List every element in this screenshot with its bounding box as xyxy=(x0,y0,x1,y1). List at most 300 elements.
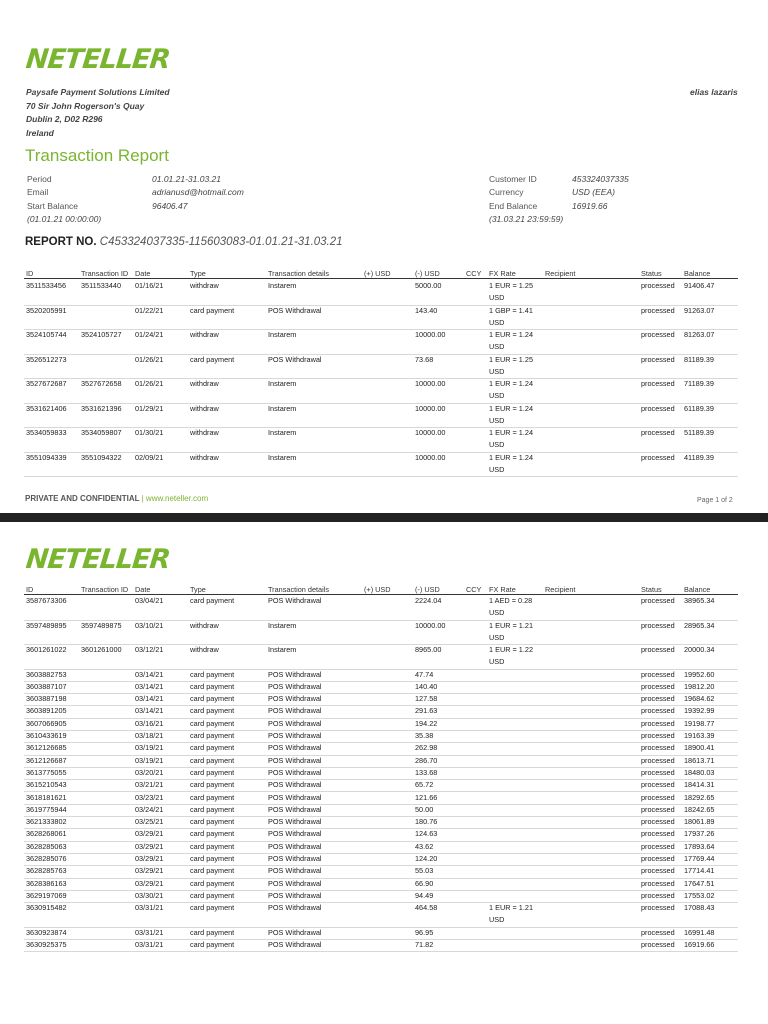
cell-type: withdraw xyxy=(190,645,219,654)
cell-date: 01/16/21 xyxy=(135,281,164,290)
cell-balance: 18414.31 xyxy=(684,780,715,790)
cell-status: processed xyxy=(641,694,675,704)
cell-type: withdraw xyxy=(190,620,219,630)
footer-separator: | xyxy=(141,494,144,503)
cell-id: 3597489895 xyxy=(26,620,67,630)
cell-minus-usd: 43.62 xyxy=(415,841,434,851)
cell-minus-usd: 140.40 xyxy=(415,681,438,691)
cell-id: 3613775055 xyxy=(26,767,67,777)
cell-balance: 91263.07 xyxy=(684,305,715,315)
cell-details: POS Withdrawal xyxy=(268,706,322,716)
cell-minus-usd: 96.95 xyxy=(415,927,434,937)
cell-type: card payment xyxy=(190,681,235,691)
table-row xyxy=(24,927,738,940)
cell-status: processed xyxy=(641,829,675,839)
column-header: Status xyxy=(641,585,662,594)
cell-fx-currency: USD xyxy=(489,366,505,376)
cell-type: card payment xyxy=(190,854,235,863)
cell-date: 03/16/21 xyxy=(135,718,164,728)
cell-minus-usd: 143.40 xyxy=(415,305,438,315)
cell-date: 03/12/21 xyxy=(135,645,164,654)
column-header: Date xyxy=(135,585,151,594)
cell-transaction-id: 3551094322 xyxy=(81,452,122,462)
page-number: Page 1 of 2 xyxy=(697,497,733,504)
cell-status: processed xyxy=(641,330,675,339)
table-row xyxy=(24,816,738,829)
cell-fx-rate: 1 EUR = 1.21 xyxy=(489,903,534,913)
table-header xyxy=(24,584,738,595)
cell-details: POS Withdrawal xyxy=(268,596,322,605)
cell-transaction-id: 3531621396 xyxy=(81,403,122,413)
cell-date: 03/19/21 xyxy=(135,755,164,765)
cell-balance: 18061.89 xyxy=(684,817,715,827)
cell-transaction-id: 3511533440 xyxy=(81,281,122,290)
cell-details: POS Withdrawal xyxy=(268,940,322,949)
cell-date: 03/24/21 xyxy=(135,804,164,814)
cell-type: card payment xyxy=(190,829,235,839)
cell-type: card payment xyxy=(190,731,235,740)
column-header: Recipient xyxy=(545,269,576,278)
cell-transaction-id: 3527672658 xyxy=(81,379,122,388)
cell-minus-usd: 286.70 xyxy=(415,755,438,765)
cell-status: processed xyxy=(641,681,675,691)
address-line: Ireland xyxy=(26,127,54,138)
cell-type: card payment xyxy=(190,305,235,315)
table-row xyxy=(24,779,738,792)
cell-details: POS Withdrawal xyxy=(268,903,322,913)
column-header: Transaction ID xyxy=(81,269,129,278)
column-header: ID xyxy=(26,585,34,594)
cell-details: POS Withdrawal xyxy=(268,718,322,728)
cell-type: card payment xyxy=(190,940,235,949)
cell-id: 3520205991 xyxy=(26,305,67,315)
cell-details: Instarem xyxy=(268,281,297,290)
cell-id: 3603891205 xyxy=(26,706,67,716)
cell-fx-currency: USD xyxy=(489,342,505,351)
table-row xyxy=(24,828,738,841)
cell-details: Instarem xyxy=(268,403,297,413)
cell-details: POS Withdrawal xyxy=(268,305,322,315)
cell-details: POS Withdrawal xyxy=(268,854,322,863)
cell-balance: 81189.39 xyxy=(684,354,714,364)
cell-transaction-id: 3597489875 xyxy=(81,620,122,630)
cell-status: processed xyxy=(641,452,675,462)
cell-type: withdraw xyxy=(190,403,219,413)
cell-fx-currency: USD xyxy=(489,391,505,400)
cell-details: POS Withdrawal xyxy=(268,743,322,753)
address-line: 70 Sir John Rogerson's Quay xyxy=(26,100,145,111)
cell-balance: 19812.20 xyxy=(684,681,715,691)
cell-id: 3619775944 xyxy=(26,804,67,814)
cell-balance: 18613.71 xyxy=(684,755,715,765)
table-row xyxy=(24,644,738,670)
cell-fx-rate: 1 EUR = 1.25 xyxy=(489,281,534,290)
cell-balance: 19952.60 xyxy=(684,669,715,679)
column-header: (+) USD xyxy=(364,269,391,278)
cell-balance: 38965.34 xyxy=(684,596,715,605)
cell-minus-usd: 94.49 xyxy=(415,890,434,900)
table-row xyxy=(24,378,738,404)
cell-type: card payment xyxy=(190,354,235,364)
table-row xyxy=(24,620,738,646)
cell-id: 3603887198 xyxy=(26,694,67,704)
cell-fx-rate: 1 EUR = 1.24 xyxy=(489,428,534,437)
cell-details: POS Withdrawal xyxy=(268,694,322,704)
start-balance-label: Start Balance xyxy=(27,201,79,211)
cell-id: 3628285063 xyxy=(26,841,67,851)
cell-id: 3603887107 xyxy=(26,681,67,691)
customer-id-label: Customer ID xyxy=(489,174,537,184)
cell-minus-usd: 35.38 xyxy=(415,731,434,740)
cell-fx-rate: 1 EUR = 1.24 xyxy=(489,379,534,388)
cell-date: 01/30/21 xyxy=(135,428,164,437)
cell-details: POS Withdrawal xyxy=(268,792,322,802)
cell-balance: 17937.26 xyxy=(684,829,715,839)
cell-fx-currency: USD xyxy=(489,608,505,617)
address-line: Dublin 2, D02 R296 xyxy=(26,114,103,124)
cell-status: processed xyxy=(641,620,675,630)
table-row xyxy=(24,681,738,694)
cell-balance: 71189.39 xyxy=(684,379,714,388)
cell-status: processed xyxy=(641,281,675,290)
column-header: FX Rate xyxy=(489,269,516,278)
email-value: adrianusd@hotmail.com xyxy=(152,187,244,197)
cell-id: 3526512273 xyxy=(26,354,67,364)
cell-minus-usd: 127.58 xyxy=(415,694,438,704)
company-address xyxy=(26,86,170,140)
cell-fx-rate: 1 EUR = 1.21 xyxy=(489,620,534,630)
cell-balance: 16991.48 xyxy=(684,927,715,937)
cell-date: 01/22/21 xyxy=(135,305,164,315)
cell-type: card payment xyxy=(190,706,235,716)
currency-value: USD (EEA) xyxy=(572,187,615,197)
cell-id: 3629197069 xyxy=(26,890,67,900)
cell-id: 3615210543 xyxy=(26,780,67,790)
column-header: Balance xyxy=(684,269,711,278)
cell-details: POS Withdrawal xyxy=(268,927,322,937)
cell-details: POS Withdrawal xyxy=(268,817,322,827)
cell-status: processed xyxy=(641,940,675,949)
customer-id-value: 453324037335 xyxy=(572,174,629,184)
cell-status: processed xyxy=(641,780,675,790)
cell-minus-usd: 291.63 xyxy=(415,706,438,716)
cell-type: card payment xyxy=(190,841,235,851)
cell-status: processed xyxy=(641,927,675,937)
cell-date: 01/29/21 xyxy=(135,403,164,413)
cell-date: 01/26/21 xyxy=(135,354,164,364)
cell-type: withdraw xyxy=(190,330,219,339)
table-row xyxy=(24,305,738,331)
column-header: Recipient xyxy=(545,585,576,594)
cell-minus-usd: 73.68 xyxy=(415,354,434,364)
table-row xyxy=(24,767,738,780)
cell-details: POS Withdrawal xyxy=(268,780,322,790)
cell-id: 3628268061 xyxy=(26,829,67,839)
table-row xyxy=(24,705,738,718)
column-header: CCY xyxy=(466,269,482,278)
cell-fx-currency: USD xyxy=(489,464,505,474)
cell-details: POS Withdrawal xyxy=(268,804,322,814)
table-row xyxy=(24,427,738,453)
cell-minus-usd: 10000.00 xyxy=(415,428,446,437)
table-row xyxy=(24,878,738,891)
cell-id: 3630925375 xyxy=(26,940,67,949)
cell-date: 03/31/21 xyxy=(135,927,164,937)
cell-date: 01/26/21 xyxy=(135,379,164,388)
cell-status: processed xyxy=(641,596,675,605)
column-header: Type xyxy=(190,585,206,594)
cell-balance: 17769.44 xyxy=(684,854,715,863)
cell-status: processed xyxy=(641,403,675,413)
cell-date: 03/14/21 xyxy=(135,669,164,679)
cell-minus-usd: 65.72 xyxy=(415,780,434,790)
table-row xyxy=(24,595,738,621)
neteller-logo: NETELLER xyxy=(24,44,172,75)
cell-status: processed xyxy=(641,706,675,716)
report-number-value: C453324037335-115603083-01.01.21-31.03.21 xyxy=(99,236,343,248)
email-label: Email xyxy=(27,187,49,197)
cell-status: processed xyxy=(641,379,675,388)
cell-id: 3621333802 xyxy=(26,817,67,827)
cell-id: 3612126687 xyxy=(26,755,67,765)
cell-fx-currency: USD xyxy=(489,657,505,666)
cell-transaction-id: 3524105727 xyxy=(81,330,122,339)
table-row xyxy=(24,742,738,755)
cell-date: 03/30/21 xyxy=(135,890,164,900)
cell-id: 3618181621 xyxy=(26,792,67,802)
cell-balance: 41189.39 xyxy=(684,452,714,462)
cell-minus-usd: 10000.00 xyxy=(415,620,446,630)
cell-type: card payment xyxy=(190,903,235,913)
cell-type: card payment xyxy=(190,718,235,728)
cell-details: POS Withdrawal xyxy=(268,866,322,876)
cell-id: 3534059833 xyxy=(26,428,67,437)
cell-date: 03/20/21 xyxy=(135,767,164,777)
cell-status: processed xyxy=(641,669,675,679)
cell-details: POS Withdrawal xyxy=(268,681,322,691)
cell-status: processed xyxy=(641,755,675,765)
cell-type: card payment xyxy=(190,866,235,876)
cell-status: processed xyxy=(641,878,675,888)
cell-date: 03/31/21 xyxy=(135,903,164,913)
cell-details: POS Withdrawal xyxy=(268,767,322,777)
cell-type: withdraw xyxy=(190,452,219,462)
cell-status: processed xyxy=(641,841,675,851)
cell-details: Instarem xyxy=(268,428,297,437)
cell-id: 3603882753 xyxy=(26,669,67,679)
customer-name: elias lazaris xyxy=(690,87,738,97)
cell-type: card payment xyxy=(190,927,235,937)
cell-date: 03/25/21 xyxy=(135,817,164,827)
cell-minus-usd: 121.66 xyxy=(415,792,438,802)
cell-minus-usd: 10000.00 xyxy=(415,452,446,462)
cell-status: processed xyxy=(641,854,675,863)
cell-type: card payment xyxy=(190,694,235,704)
column-header: ID xyxy=(26,269,34,278)
end-balance-label: End Balance xyxy=(489,201,538,211)
cell-id: 3628285763 xyxy=(26,866,67,876)
cell-date: 03/29/21 xyxy=(135,854,164,863)
cell-date: 03/31/21 xyxy=(135,940,164,949)
currency-label: Currency xyxy=(489,187,524,197)
cell-minus-usd: 464.58 xyxy=(415,903,438,913)
cell-balance: 17647.51 xyxy=(684,878,715,888)
cell-type: card payment xyxy=(190,743,235,753)
table-row xyxy=(24,669,738,682)
cell-minus-usd: 262.98 xyxy=(415,743,438,753)
table-row xyxy=(24,693,738,706)
cell-minus-usd: 50.00 xyxy=(415,804,434,814)
cell-type: card payment xyxy=(190,817,235,827)
cell-details: Instarem xyxy=(268,379,297,388)
cell-minus-usd: 10000.00 xyxy=(415,379,446,388)
cell-details: POS Withdrawal xyxy=(268,829,322,839)
period-value: 01.01.21-31.03.21 xyxy=(152,174,222,184)
table-row xyxy=(24,403,738,429)
cell-transaction-id: 3601261000 xyxy=(81,645,122,654)
table-row xyxy=(24,792,738,805)
cell-fx-currency: USD xyxy=(489,440,505,449)
cell-fx-rate: 1 AED = 0.28 xyxy=(489,596,533,605)
cell-balance: 19684.62 xyxy=(684,694,715,704)
cell-id: 3511533456 xyxy=(26,281,67,290)
cell-id: 3551094339 xyxy=(26,452,67,462)
cell-balance: 28965.34 xyxy=(684,620,715,630)
cell-details: Instarem xyxy=(268,645,297,654)
cell-type: card payment xyxy=(190,878,235,888)
cell-id: 3630915482 xyxy=(26,903,67,913)
table-row xyxy=(24,890,738,903)
cell-fx-rate: 1 GBP = 1.41 xyxy=(489,305,533,315)
footer-confidential-text: PRIVATE AND CONFIDENTIAL xyxy=(25,494,140,503)
cell-type: withdraw xyxy=(190,428,219,437)
cell-minus-usd: 10000.00 xyxy=(415,403,446,413)
cell-status: processed xyxy=(641,645,675,654)
cell-minus-usd: 71.82 xyxy=(415,940,434,949)
cell-balance: 16919.66 xyxy=(684,940,715,949)
table-row xyxy=(24,853,738,866)
cell-balance: 19198.77 xyxy=(684,718,715,728)
cell-type: card payment xyxy=(190,669,235,679)
cell-date: 03/29/21 xyxy=(135,841,164,851)
cell-id: 3587673306 xyxy=(26,596,67,605)
cell-id: 3531621406 xyxy=(26,403,67,413)
report-number xyxy=(25,236,343,248)
cell-details: POS Withdrawal xyxy=(268,878,322,888)
cell-balance: 51189.39 xyxy=(684,428,714,437)
page-divider xyxy=(0,513,768,522)
cell-minus-usd: 124.63 xyxy=(415,829,438,839)
cell-balance: 18480.03 xyxy=(684,767,715,777)
cell-id: 3628285076 xyxy=(26,854,67,863)
cell-minus-usd: 124.20 xyxy=(415,854,438,863)
cell-date: 03/14/21 xyxy=(135,681,164,691)
cell-date: 03/23/21 xyxy=(135,792,164,802)
column-header: CCY xyxy=(466,585,482,594)
cell-id: 3628386163 xyxy=(26,878,67,888)
cell-status: processed xyxy=(641,354,675,364)
report-title: Transaction Report xyxy=(25,146,169,165)
end-balance-value: 16919.66 xyxy=(572,201,608,211)
cell-type: withdraw xyxy=(190,281,219,290)
address-line: Paysafe Payment Solutions Limited xyxy=(26,87,170,97)
cell-balance: 18900.41 xyxy=(684,743,715,753)
cell-status: processed xyxy=(641,866,675,876)
column-header: FX Rate xyxy=(489,585,516,594)
cell-status: processed xyxy=(641,903,675,913)
cell-type: card payment xyxy=(190,755,235,765)
period-label: Period xyxy=(27,174,52,184)
cell-fx-rate: 1 EUR = 1.24 xyxy=(489,403,534,413)
table-row xyxy=(24,452,738,478)
cell-fx-currency: USD xyxy=(489,415,505,425)
cell-fx-currency: USD xyxy=(489,317,505,327)
cell-status: processed xyxy=(641,804,675,814)
cell-type: card payment xyxy=(190,767,235,777)
cell-details: Instarem xyxy=(268,452,297,462)
cell-date: 03/14/21 xyxy=(135,706,164,716)
table-row xyxy=(24,354,738,380)
table-row xyxy=(24,804,738,817)
cell-minus-usd: 180.76 xyxy=(415,817,438,827)
cell-details: Instarem xyxy=(268,620,297,630)
table-row xyxy=(24,841,738,854)
cell-status: processed xyxy=(641,305,675,315)
cell-date: 03/29/21 xyxy=(135,866,164,876)
cell-id: 3610433619 xyxy=(26,731,67,740)
column-header: Balance xyxy=(684,585,711,594)
cell-minus-usd: 5000.00 xyxy=(415,281,442,290)
cell-details: POS Withdrawal xyxy=(268,890,322,900)
cell-details: POS Withdrawal xyxy=(268,731,322,740)
cell-transaction-id: 3534059807 xyxy=(81,428,122,437)
cell-minus-usd: 66.90 xyxy=(415,878,434,888)
cell-type: card payment xyxy=(190,596,235,605)
cell-fx-rate: 1 EUR = 1.25 xyxy=(489,354,534,364)
cell-balance: 81263.07 xyxy=(684,330,715,339)
cell-balance: 91406.47 xyxy=(684,281,715,290)
report-number-label: REPORT NO. xyxy=(25,236,97,248)
cell-type: card payment xyxy=(190,804,235,814)
cell-minus-usd: 10000.00 xyxy=(415,330,446,339)
cell-status: processed xyxy=(641,428,675,437)
cell-status: processed xyxy=(641,792,675,802)
footer-website-link[interactable]: www.neteller.com xyxy=(145,494,209,503)
column-header: Transaction details xyxy=(268,269,329,278)
cell-balance: 17088.43 xyxy=(684,903,715,913)
cell-balance: 17553.02 xyxy=(684,890,715,900)
cell-date: 03/18/21 xyxy=(135,731,164,740)
table-row xyxy=(24,329,738,355)
cell-balance: 61189.39 xyxy=(684,403,714,413)
cell-status: processed xyxy=(641,890,675,900)
cell-status: processed xyxy=(641,817,675,827)
cell-details: Instarem xyxy=(268,330,297,339)
cell-id: 3612126685 xyxy=(26,743,67,753)
footer-confidential xyxy=(25,494,208,503)
cell-minus-usd: 55.03 xyxy=(415,866,434,876)
cell-status: processed xyxy=(641,767,675,777)
cell-balance: 19163.39 xyxy=(684,731,715,740)
cell-id: 3524105744 xyxy=(26,330,67,339)
cell-date: 03/04/21 xyxy=(135,596,164,605)
cell-date: 03/10/21 xyxy=(135,620,164,630)
cell-id: 3630923874 xyxy=(26,927,67,937)
cell-date: 01/24/21 xyxy=(135,330,164,339)
table-row xyxy=(24,865,738,878)
cell-date: 03/29/21 xyxy=(135,878,164,888)
table-row xyxy=(24,939,738,952)
